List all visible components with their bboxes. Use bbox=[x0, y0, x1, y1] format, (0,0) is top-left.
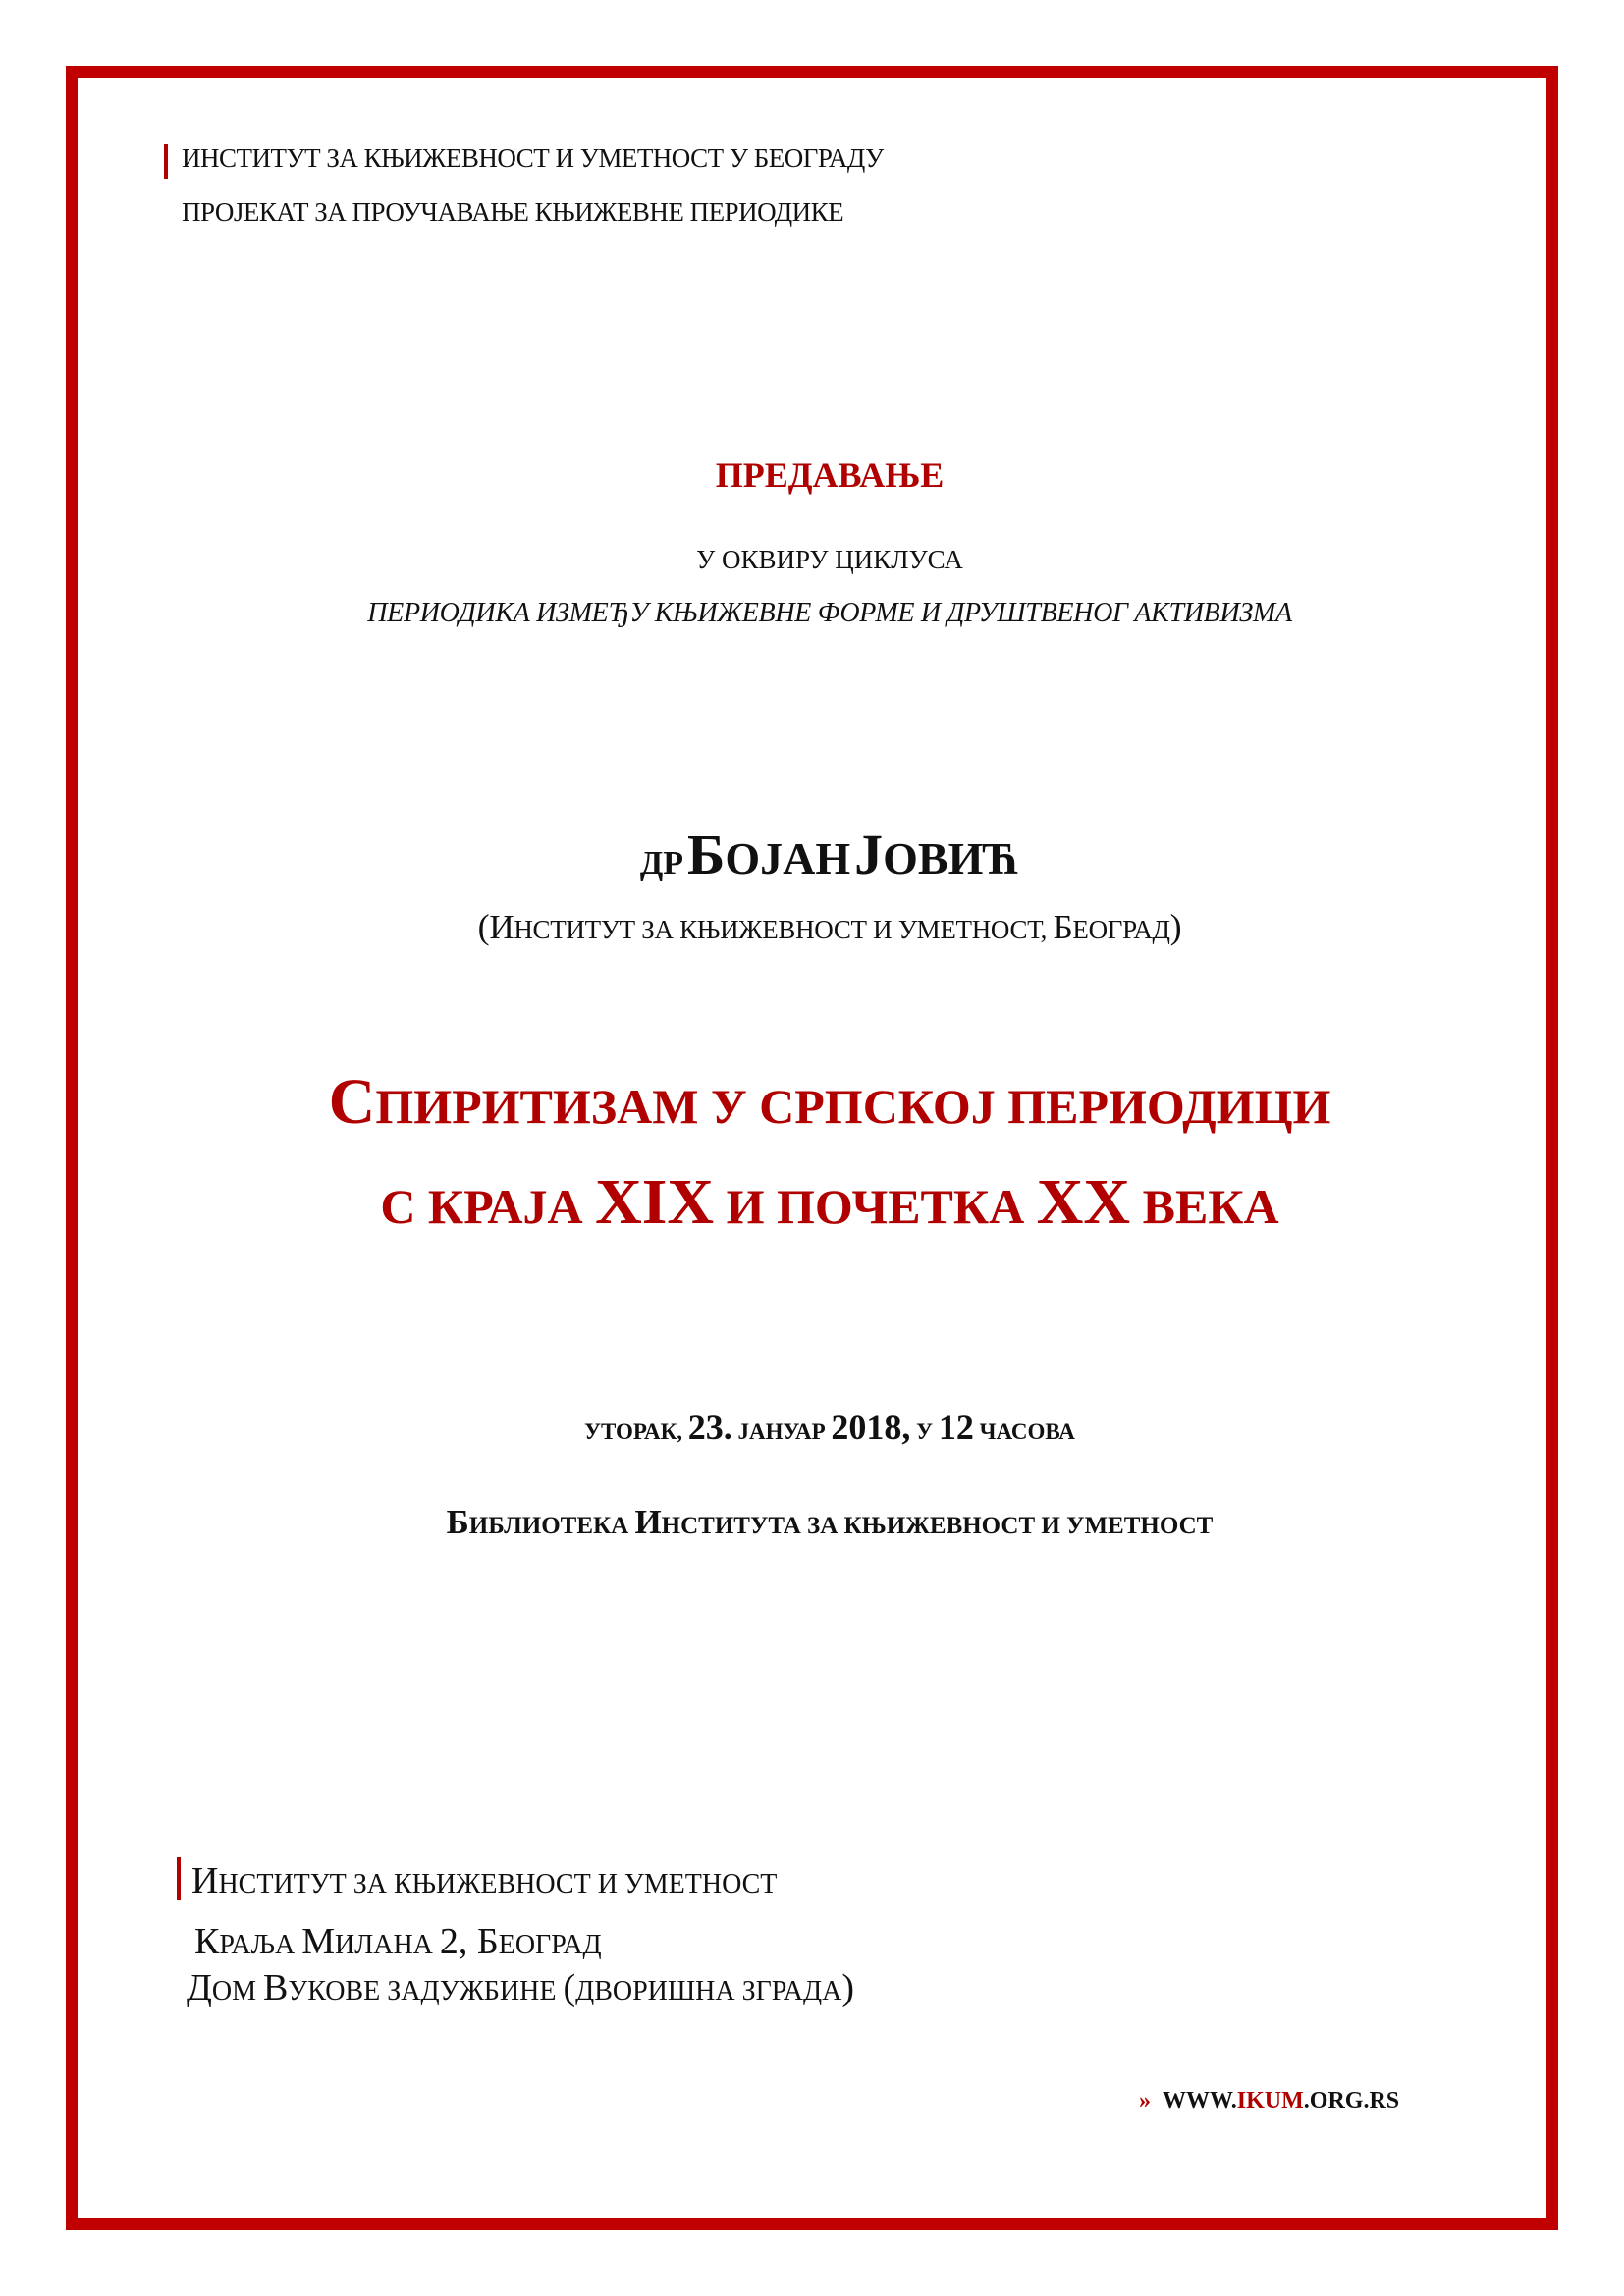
url-brand: IKUM bbox=[1236, 2088, 1304, 2113]
title-century-20: XX bbox=[1036, 1166, 1131, 1238]
address-line1-initial: И bbox=[191, 1860, 219, 1901]
header-accent-bar bbox=[164, 144, 168, 179]
address-paren-open: ( bbox=[563, 1967, 576, 2008]
address-city-initial: Б bbox=[476, 1921, 499, 1962]
event-datetime bbox=[0, 1410, 1624, 1445]
address-line2 bbox=[194, 1923, 602, 1960]
speaker-last-rest: ОВИЋ bbox=[883, 833, 1020, 883]
address-building-b: УКОВЕ ЗАДУЖБИНЕ bbox=[288, 1976, 564, 2006]
cycle-name: ПЕРИОДИКА ИЗМЕЂУ КЊИЖЕВНЕ ФОРМЕ И ДРУШТВЕНОГ АКТИВИЗМА bbox=[367, 598, 1292, 628]
hour: 12 bbox=[938, 1408, 974, 1447]
address-street-a: РАЉА bbox=[219, 1930, 302, 1960]
weekday: УТОРАК, bbox=[584, 1419, 688, 1444]
page-border bbox=[66, 66, 1558, 2230]
cycle-intro: У ОКВИРУ ЦИКЛУСА bbox=[696, 545, 963, 574]
venue-text-b: НСТИТУТА ЗА КЊИЖЕВНОСТ И УМЕТНОСТ bbox=[661, 1513, 1214, 1539]
address-building-c: ДВОРИШНА ЗГРАДА bbox=[575, 1976, 842, 2006]
affiliation-initial: И bbox=[489, 908, 514, 946]
day: 23. bbox=[687, 1408, 732, 1447]
affiliation-city-initial: Б bbox=[1053, 908, 1073, 946]
address-v: В bbox=[263, 1967, 289, 2008]
month: ЈАНУАР bbox=[731, 1419, 832, 1444]
event-venue bbox=[0, 1505, 1624, 1539]
address-accent-bar bbox=[177, 1857, 181, 1900]
url-prefix: WWW. bbox=[1163, 2088, 1237, 2113]
time-at: У bbox=[910, 1419, 939, 1444]
address-paren-close: ) bbox=[841, 1967, 854, 2008]
address-d: Д bbox=[187, 1967, 212, 2008]
venue-initial-a: Б bbox=[446, 1503, 469, 1541]
affiliation-paren-close: ) bbox=[1169, 907, 1182, 946]
url-suffix: .ORG.RS bbox=[1303, 2088, 1400, 2113]
address-line3 bbox=[187, 1969, 854, 2006]
address-m: М bbox=[301, 1921, 336, 1962]
lecture-title-line1 bbox=[0, 1066, 1624, 1138]
speaker-first-initial: Б bbox=[686, 823, 726, 886]
project-name: ПРОЈЕКАТ ЗА ПРОУЧАВАЊЕ КЊИЖЕВНЕ ПЕРИОДИКЕ bbox=[182, 197, 844, 227]
speaker-affiliation bbox=[0, 909, 1624, 944]
title-line2-b: И ПОЧЕТКА bbox=[714, 1179, 1037, 1234]
title-line1-text: ПИРИТИЗАМ У СРПСКОЈ ПЕРИОДИЦИ bbox=[375, 1079, 1331, 1134]
event-type-label: ПРЕДАВАЊЕ bbox=[715, 455, 945, 495]
address-line1-text: НСТИТУТ ЗА КЊИЖЕВНОСТ И УМЕТНОСТ bbox=[218, 1869, 778, 1899]
institute-name: ИНСТИТУТ ЗА КЊИЖЕВНОСТ И УМЕТНОСТ У БЕОГРАДУ bbox=[182, 143, 884, 173]
speaker-first-rest: ОЈАН bbox=[725, 833, 851, 883]
title-line2-c: ВЕКА bbox=[1130, 1179, 1279, 1234]
address-city: ЕОГРАД bbox=[498, 1930, 602, 1960]
address-number: 2, bbox=[439, 1921, 477, 1962]
affiliation-city: ЕОГРАД bbox=[1072, 915, 1170, 944]
speaker-title: ДР bbox=[639, 845, 683, 881]
hours-word: ЧАСОВА bbox=[973, 1419, 1075, 1444]
lecture-title-line2 bbox=[0, 1166, 1624, 1238]
title-line2-a: С КРАЈА bbox=[380, 1179, 596, 1234]
address-building-a: ОМ bbox=[211, 1976, 264, 2006]
address-street-b: ИЛАНА bbox=[335, 1930, 440, 1960]
venue-text-a: ИБЛИОТЕКА bbox=[468, 1513, 635, 1539]
affiliation-paren-open: ( bbox=[477, 907, 490, 946]
speaker-last-initial: Ј bbox=[854, 823, 884, 886]
title-century-19: XIX bbox=[595, 1166, 715, 1238]
website-link[interactable] bbox=[1139, 2089, 1399, 2112]
venue-initial-b: И bbox=[634, 1503, 662, 1541]
year: 2018, bbox=[831, 1408, 911, 1447]
speaker-name bbox=[0, 823, 1624, 886]
title-initial: С bbox=[328, 1066, 376, 1138]
address-k: К bbox=[194, 1921, 220, 1962]
affiliation-text: НСТИТУТ ЗА КЊИЖЕВНОСТ И УМЕТНОСТ, bbox=[514, 915, 1054, 944]
arrow-icon: » bbox=[1139, 2088, 1151, 2113]
address-line1 bbox=[191, 1862, 777, 1899]
